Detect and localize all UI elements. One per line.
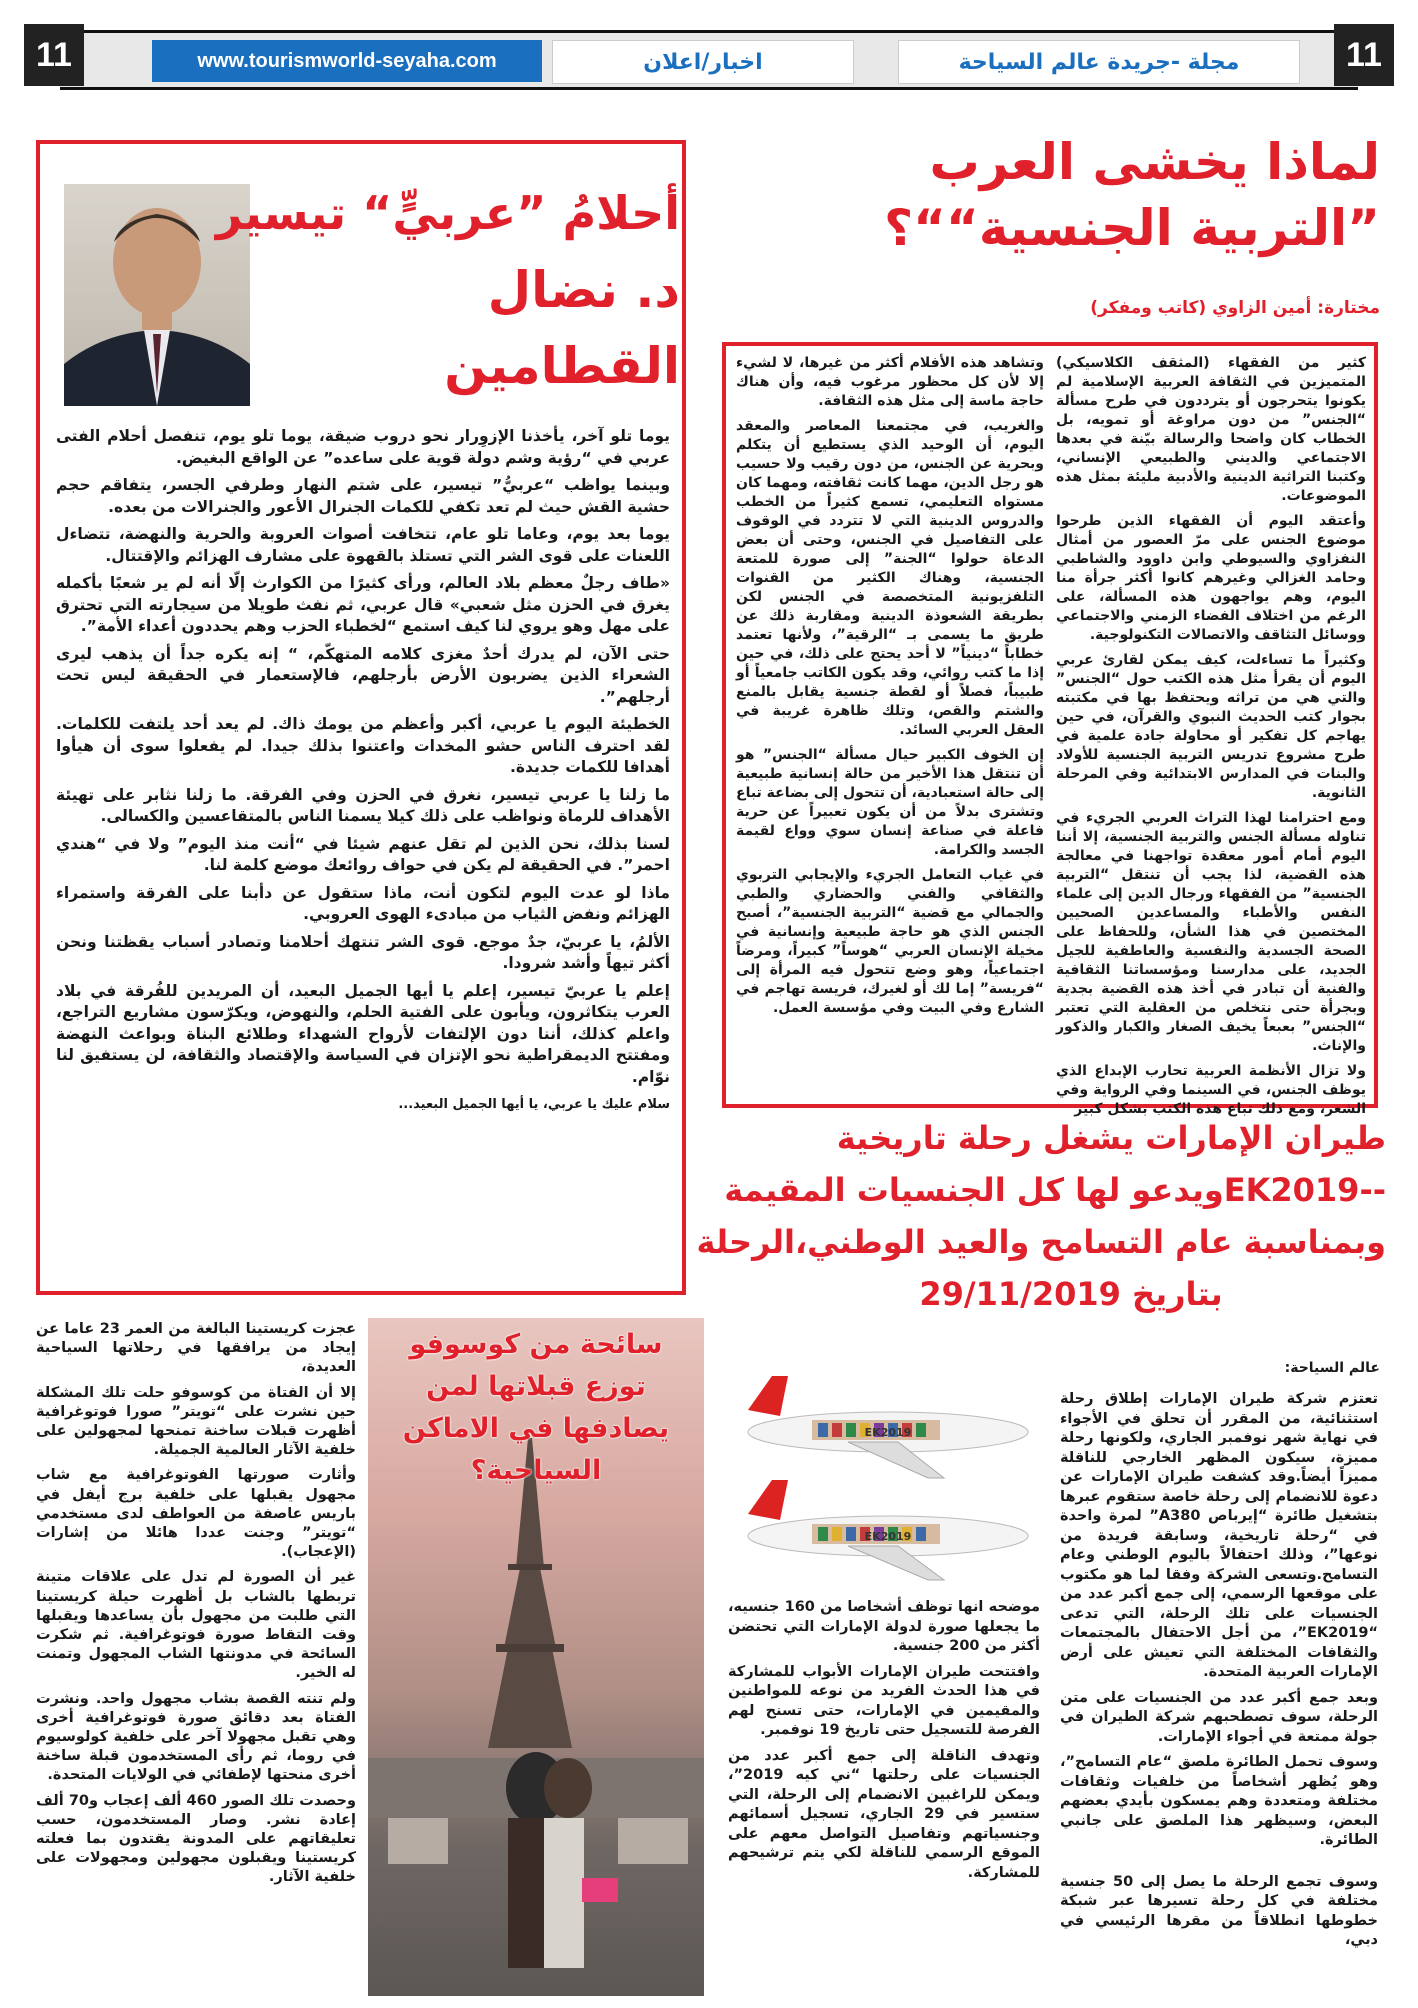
paragraph: وتشاهد هذه الأفلام أكثر من غيرها، لا لشيء إلا لأن كل محظور مرغوب فيه، وأن هناك حاجة ماسة إلى مثل هذه الثقافة. [736, 355, 1044, 409]
paragraph: ما زلنا يا عربي تيسير، نغرق في الحزن وفي الفرقة. ما زلنا نثابر على تهيئة الأهداف للرماة ونواظب على ذلك كيلا يسمنا الناس بالمتقاعسين والكسالى. [56, 785, 670, 825]
paragraph: إلا أن الفتاة من كوسوفو حلت تلك المشكلة حين نشرت على “تويتر” صورا فوتوغرافية أظهرت قبلات ساخنة تمنحها لمجهولين على خلفية الآثار العالمية الجميلة. [36, 1384, 356, 1459]
paragraph: وحصدت تلك الصور 460 ألف إعجاب و70 ألف إعادة نشر. وصار المستخدمون، حسب تعليقاتهم على المدونة يقتدون بما فعلته كريستينا ويقبلون مجهولين ومجهولات على خلفية الآثار. [36, 1792, 356, 1886]
plane-label: EK2019 [864, 1530, 912, 1543]
paragraph: موضحه انها توظف أشخاصا من 160 جنسيه، ما يجعلها صورة لدولة الإمارات التي تحتضن أكثر من 200 جنسية. [728, 1599, 1040, 1654]
opinion-author: د. نضال القطامين [444, 261, 680, 395]
headline-line: السياحية؟ [470, 1455, 602, 1486]
publication-name: مجلة -جريدة عالم السياحة [898, 40, 1300, 84]
opinion-article-box [36, 140, 686, 1295]
page-number-right: 11 [1334, 24, 1394, 86]
paragraph: لسنا بذلك، نحن الذين لم تقل عنهم شيئا في “أنت منذ اليوم” ولا في “هندي احمر”. في الحقيقة لم يكن في حواف روائعك موضع كلمة لنا. [56, 834, 670, 874]
headline-line: بتاريخ 29/11/2019 [919, 1275, 1223, 1313]
paragraph: ومع احترامنا لهذا التراث العربي الجريء في تناوله مسألة الجنس والتربية الجنسية، إلا أننا اليوم أمام أمور معقدة تواجهنا في معالجة هذه القضية، لذا يجب أن تنتقل “التربية الجنسية” من الفقهاء ورجال الدين إلى علماء النفس والأطباء والمساعدين الصحيين المختصين في هذا الشأن، وللحفاظ على الصحة الجسدية والنفسية والعاطفية للجيل الجديد، على مدارسنا ومؤسساتنا الثقافية والفنية أن تبادر في أخذ هذه القضية بجدية وبجرأة حتى نتخلص من العقلية التي تعتبر “الجنس” بعبعاً يخيف الصغار والكبار والذكور والإناث. [1056, 810, 1366, 1054]
paragraph: تعتزم شركة طيران الإمارات إطلاق رحلة استثنائية، من المقرر أن تحلق في الأجواء في نهاية شهر نوفمبر الجاري، ولكونها رحلة مميزة، سيكون المظهر الخارجي للناقلة مميزاً أيضاً.وقد كشفت طيران الإمارات عن دعوة للانضمام إلى رحلة خاصة ستقوم عبرها بتشغيل طائرة “إيرباص A380” لمرة واحدة في “رحلة تاريخية، وسابقة فريدة من نوعها”، وذلك احتفالاً باليوم الوطني وعام التسامح.وتسعى الشركة وفقا لما هو مكتوب على موقعها الرسمي، إلى جمع أكبر عدد من الجنسيات على تلك الرحلة، التي تدعى “EK2019”، من أجل الاحتفال بالمجتمعات والثقافات المختلفة التي تعيش على أرض الإمارات العربية المتحدة. [1060, 1391, 1378, 1680]
paragraph: حتى الآن، لم يدرك أحدٌ مغزى كلامه المتهكّم، “ إنه يكره جداً أن يذهب ليرى الشعراء الذين يضربون الأرض بأرجلهم، فالإستعمار في الحقيقة ليس تحت أرجلهم”. [56, 644, 670, 706]
paragraph: وبينما يواظب “عربيُّ” تيسير، على شتم النهار وطرفي الجسر، يتفاقم حجم حشية القش حيث لم تعد تكفي للكمات الجنرال الأعور والجنرالات من بعده. [56, 476, 670, 516]
headline-line: --EK2019ويدعو لها كل الجنسيات المقيمة [724, 1171, 1386, 1209]
paragraph: وسوف تحمل الطائرة ملصق “عام التسامح”، وهو يُظهر أشخاصاً من خلفيات وثقافات مختلفة ومتعددة وهم يمسكون بأيدي بعضهم البعض، وسيظهر هذا الملصق على جانبي الطائرة. [1060, 1754, 1378, 1848]
paragraph: الألمُ، يا عربيّ، جدٌ موجع. قوى الشر تنتهك أحلامنا وتصادر أسباب يقظتنا ونحن أكثر تيهاً وأشد شرودا. [56, 932, 670, 972]
headline-line: توزع قبلاتها لمن [426, 1371, 646, 1402]
page-header [0, 0, 1418, 100]
article-byline: مختارة: أمين الزاوي (كاتب ومفكر) [1090, 298, 1380, 318]
headline-line: يصادفها في الاماكن [402, 1413, 670, 1444]
opinion-body [56, 426, 670, 1286]
tourist-article-body [36, 1320, 356, 2000]
paragraph: عجزت كريستينا البالغة من العمر 23 عاما عن إيجاد من يرافقها في رحلاتها السياحية العديدة، [36, 1321, 357, 1376]
airplane-icon [728, 1366, 1038, 1588]
article-col-left [736, 354, 1044, 1102]
closing-line: سلام عليك يا عربي، يا أيها الجميل البعيد... [398, 1097, 670, 1112]
headline-line: وبمناسبة عام التسامح والعيد الوطني،الرحلة [696, 1223, 1386, 1261]
paragraph: في غياب التعامل الجريء والإيجابي التربوي والثقافي والفني والحضاري والطبي والجمالي مع قضية “التربية الجنسية”، أصبح الجنس الذي هو حاجة طبيعية وإنسانية في مخيلة الإنسان العربي “هوساً” كبيراً، ومرضاً اجتماعياً، وهو وضع تتحول فيه المرأة إلى “فريسة” إما لك أو لغيرك، فريسة تهاجم في الشارع وفي البيت وفي مؤسسة العمل. [736, 867, 1044, 1016]
paragraph: «طاف رجلٌ معظم بلاد العالم، ورأى كثيرًا من الكوارث إلّا أنه لم ير شعبًا بأكمله يغرق في الحزن مثل شعبي» قال عربي، ثم نفث طويلا من سيجارته التي تحترق على مهل وهو يروي لنا كيف استمع “لخطباء الحزب وهم يحددون أعداء الأمة”. [56, 574, 670, 635]
tourist-headline [376, 1324, 696, 1492]
opinion-title: أحلامُ ”عربيٍّ“ تيسير [215, 186, 680, 240]
paragraph: غير أن الصورة لم تدل على علاقات متينة تربطها بالشاب بل أظهرت حيلة كريستينا التي طلبت من مجهول بأن يساعدها ويقبلها وقت التقاط صورة فوتوغرافية. ثم شكرت السائحة في مدونتها الشاب المجهول وتمنت له الخير. [36, 1569, 356, 1682]
paragraph: وكثيراً ما تساءلت، كيف يمكن لقارئ عربي اليوم أن يقرأ مثل هذه الكتب حول “الجنس” والتي هي من تراثه ويحتفظ بها في مكتبته بجوار كتب الحديث النبوي والقرآن، في حين يهاجم كل تفكير أو محاولة جادة علمية في طرح مشروع تدريس التربية الجنسية للأولاد والبنات في المدارس الابتدائية وفي المرحلة الثانوية. [1056, 652, 1366, 801]
website-url[interactable]: www.tourismworld-seyaha.com [152, 40, 542, 82]
page-number-left: 11 [24, 24, 84, 86]
paragraph: إعلم يا عربيّ تيسير، إعلم يا أيها الجميل البعيد، أن المريدين للفُرقة في بلاد العرب يتكاثرون، ويأبون على الفتية الحلم، والنهوض، ويكرّسون مشاريع التراجع، واعلم كذلك، أننا دون الإلتفات لأرواح الشهداء وطلائع البناة وبواعث النهضة ومفتتح الديمقراطية نحو الإتزان في السياسة والإقتصاد والثقافة، لن يستفيق لنا نوّام. [56, 981, 670, 1086]
plane-label: EK2019 [864, 1426, 912, 1439]
paragraph: يوما بعد يوم، وعاما تلو عام، تتخافت أصوات العروبة والحرية والنهضة، تتضاءل اللعنات على قوى الشر التي تستلذ بالقهوة على مشارف الهزائم والإقتتال. [56, 525, 670, 565]
news-source: عالم السياحة: [1284, 1360, 1380, 1376]
article-col-right [1056, 354, 1366, 1117]
paragraph: وأعتقد اليوم أن الفقهاء الذين طرحوا موضوع الجنس على مرّ العصور من أمثال النفزاوي والسيوطي وابن داوود والشاطبي وحامد الغزالي وغيرهم كانوا أكثر جرأة منا اليوم، وهم يواجهون هذه المسألة، على الرغم من اختلاف الفضاء الزمني والاجتماعي ووسائل التثاقف والاتصالات التكنولوجية. [1056, 513, 1366, 643]
paragraph: وافتتحت طيران الإمارات الأبواب للمشاركة في هذا الحدث الفريد من نوعه للمواطنين والمقيمين في الإمارات، حتى تسنح لهم الفرصة للتسجيل حتى تاريخ 19 نوفمبر. [728, 1663, 1040, 1738]
emirates-col-left [728, 1598, 1040, 1888]
paragraph: كثير من الفقهاء (المثقف الكلاسيكي) المتميزين في الثقافة العربية الإسلامية لم يكونوا يتحرجون أو يترددون في طرح مسألة “الجنس” من دون مراوغة أو تمويه، بل الخطاب كان واضحا والرسالة بيّنة في بعدها الاجتماعي والديني والطبيعي الإنساني، وكتبنا التراثية الدينية والأدبية مليئة بمثل هذه الموضوعات. [1056, 355, 1366, 504]
article-body-box [722, 342, 1378, 1117]
emirates-headline [696, 1112, 1386, 1324]
paragraph: وأثارت صورتها الفوتوغرافية مع شاب مجهول يقبلها على خلفية برج أيفل في باريس عاصفة من العواطف لدى مستخدمي “تويتر” وجنت عددا هائلا من إشارات (الإعجاب). [36, 1467, 356, 1561]
article-title-line2: ”التربية الجنسية““؟ [884, 199, 1380, 257]
paragraph: ماذا لو عدت اليوم لتكون أنت، ماذا ستقول عن دأبنا على الفرقة واستمراء الهزائم ونفض الثياب من مبادىء الهوى العروبي. [56, 883, 670, 923]
headline-line: سائحة من كوسوفو [409, 1329, 663, 1360]
paragraph: ولا تزال الأنظمة العربية تحارب الإبداع الذي يوظف الجنس، في السينما وفي الرواية وفي الشعر، ومع ذلك تباع هذه الكتب بشكل كبير [1056, 1063, 1366, 1117]
emirates-col-right [1060, 1390, 1378, 1990]
emirates-plane-image [728, 1366, 1038, 1588]
paragraph: إن الخوف الكبير حيال مسألة “الجنس” هو أن تنتقل هذا الأخير من حالة إنسانية طبيعية إلى حالة استعبادية، أن تتحول إلى بضاعة تباع وتشترى بدلاً من أن يكون تعبيراً عن حرية فاعلة في صناعة إنسان سوي وواع لقيمة الجسد والكرامة. [736, 747, 1044, 858]
section-label: اخبار/اعلان [552, 40, 854, 84]
paragraph: والغريب، في مجتمعنا المعاصر والمعقد اليوم، أن الوحيد الذي يستطيع أن يتكلم وبحرية عن الجنس، من دون رقيب ولا حسيب هو رجل الدين، مهما كانت ثقافته، ومهما كان مستواه التعليمي، تسمع كثيراً من الخطب والدروس الدينية التي لا تتردد في الوقوف على التفاصيل في الجنس، وحتى أن بعض الدعاة حولوا “الجنة” إلى صورة للمتعة الجنسية، وهناك الكثير من القنوات التلفزيونية المتخصصة في الجنس لكن بطريقة الشعوذة الدينية ومقاربة ذلك عن طريق ما يسمى بـ “الرقية”، ولأنها تعتمد خطاباً “دينياً” لا أحد يحتج على ذلك، في حين إذا ما كتب روائي، وقد يكون الكاتب جامعياً أو طبيباً، فصلاً أو لقطة جنسية يقابل بالمنع والشتم والقص، وتلك ظاهرة غريبة في العقل العربي السائد. [736, 418, 1044, 738]
paragraph: وبعد جمع أكبر عدد من الجنسيات على متن الرحلة، سوف تصطحبهم شركة الطيران في جولة ممتعة في أجواء الإمارات. [1060, 1689, 1378, 1745]
paragraph: ولم تنته القصة بشاب مجهول واحد. ونشرت الفتاة بعد دقائق صورة فوتوغرافية أخرى وهي تقبل مجهولا آخر على خلفية كولوسيوم في روما، ثم رأى المستخدمون قبلة ساخنة أخرى منحتها لإطفائي في الولايات المتحدة. [36, 1690, 356, 1784]
tourist-photo [368, 1318, 704, 1996]
paragraph: يوما تلو آخر، يأخذنا الإزوِرار نحو دروب ضيقة، يوما تلو يوم، تنفصل أحلام الفتى عربي في “رؤية وشم دولة قوية على ساعده” عن الواقع البغيض. [56, 427, 670, 467]
headline-line: طيران الإمارات يشغل رحلة تاريخية [836, 1119, 1386, 1157]
paragraph: الخطيئة اليوم يا عربي، أكبر وأعظم من يومك ذاك. لم يعد أحد يلتفت للكلمات. لقد احترف الناس حشو المخدات واعتنوا بذلك جيدا. لم يفعلوا سوى أن هيأوا أهدافا للكمات جديدة. [56, 715, 670, 776]
paragraph: وتهدف الناقلة إلى جمع أكبر عدد من الجنسيات على رحلتها “ني كيه 2019”، ويمكن للراغبين الانضمام إلى الرحلة، التي ستسير في 29 الجاري، تسجيل أسمائهم وجنسياتهم وتفاصيل التواصل معهم على الموقع الرسمي للناقلة لكي يتم ترشيحهم للمشاركة. [728, 1747, 1040, 1881]
article-title-line1: لماذا يخشى العرب [929, 133, 1380, 191]
paragraph: وسوف تجمع الرحلة ما يصل إلى 50 جنسية مختلفة في كل رحلة تسيرها عبر شبكة خطوطها انطلاقاً من مقرها الرئيسي في دبي، [1060, 1873, 1378, 1948]
